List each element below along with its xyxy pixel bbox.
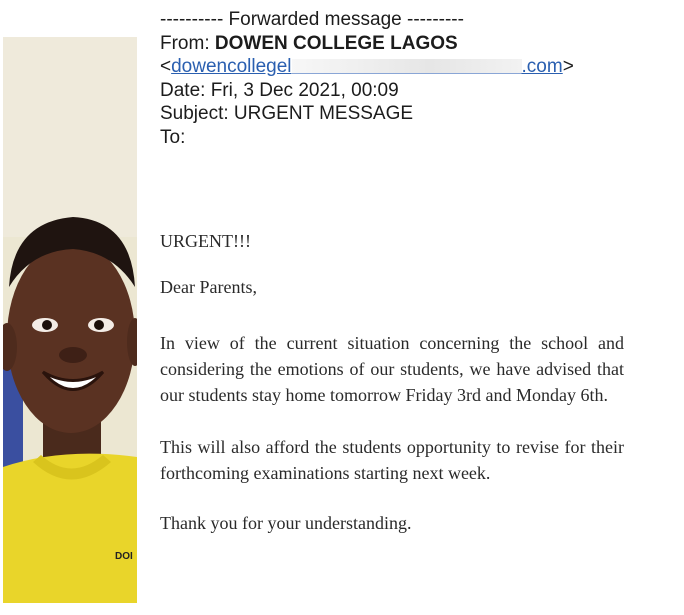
forwarded-line: ---------- Forwarded message --------- <box>160 9 464 30</box>
paragraph-one: In view of the current situation concerning the school and considering the emotions of our students, we have advised that our students stay home tomorrow Friday 3rd and Monday 6th. <box>160 333 624 405</box>
student-photo-illustration <box>3 37 137 603</box>
to-line: To: <box>160 126 186 148</box>
greeting: Dear Parents, <box>160 277 257 297</box>
paragraph-two: This will also afford the students opportunity to revise for their forthcoming examinations starting next week. <box>160 437 624 483</box>
email-address-line <box>160 55 630 79</box>
email-bracket-open: < <box>160 56 172 77</box>
email-header <box>160 8 630 149</box>
email-bracket-close: > <box>562 56 574 77</box>
email-body <box>160 228 624 536</box>
shirt-logo-text: DOI <box>115 551 133 562</box>
email-address-domain-link[interactable]: .com <box>521 56 563 77</box>
subject-line: Subject: URGENT MESSAGE <box>160 103 414 124</box>
from-line <box>160 32 630 56</box>
redacted-email-segment <box>292 59 522 74</box>
closing-line: Thank you for your understanding. <box>160 513 412 533</box>
email-address-user-link[interactable]: dowencollegel <box>171 56 292 77</box>
urgent-heading: URGENT!!! <box>160 231 251 251</box>
sender-name: DOWEN COLLEGE LAGOS <box>214 32 458 54</box>
date-line: Date: Fri, 3 Dec 2021, 00:09 <box>160 79 399 101</box>
student-photo <box>3 37 137 603</box>
from-label: From: <box>160 32 210 54</box>
